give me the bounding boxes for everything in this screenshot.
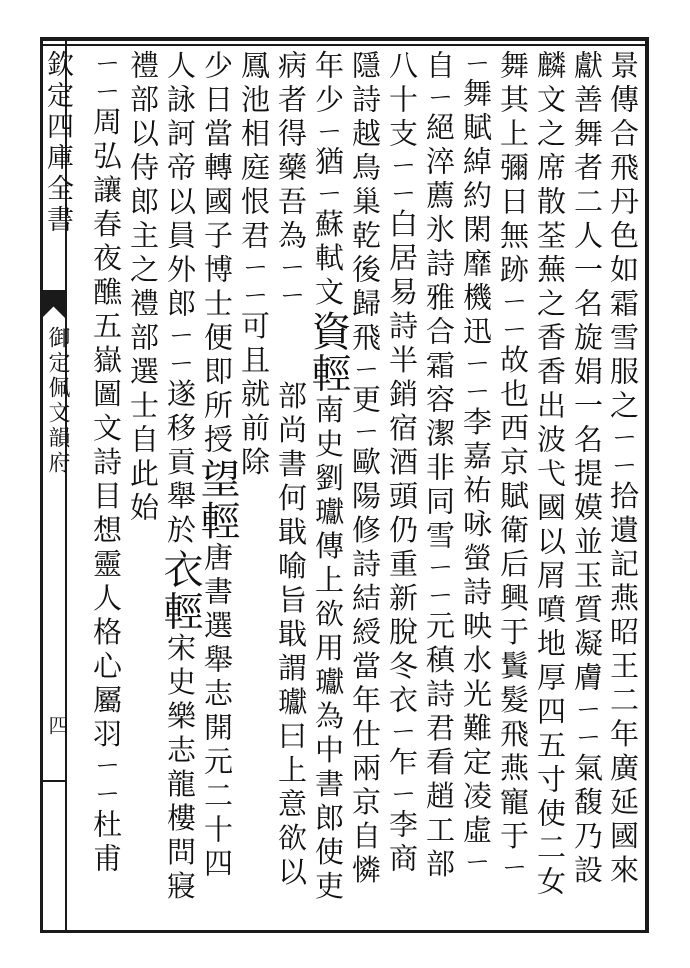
text-column-16	[70, 50, 104, 930]
frame-right-border	[645, 37, 649, 933]
gutter-title: 欽定四庫全書	[42, 50, 73, 236]
gutter-book-title: 御定佩文韻府	[45, 326, 70, 476]
text-column-11: 鳳池相庭恨君ㄧㄧ可且就前除	[237, 50, 271, 481]
text-column-7: 八十支ㄧㄧ白居易詩半銷宿酒頭仍重新脫冬衣ㄧ乍ㄧ李商	[385, 50, 419, 877]
frame-top-border-inner	[40, 44, 648, 46]
gutter-divider	[40, 780, 67, 782]
entry-text-yi-qing: 宋史樂志龍樓問寢	[163, 632, 197, 905]
text-column-5: ㄧ舞賦綽約閑靡機迅ㄧㄧ李嘉祐咏螢詩映水光難定凌虛ㄧ	[459, 50, 493, 877]
entry-head-wang-qing: 望輕	[194, 458, 240, 542]
column-10-lead: 病者得藥吾為ㄧㄧ	[274, 50, 308, 311]
text-column-14	[126, 50, 159, 930]
column-9-lead: 年少ㄧ猶ㄧ蘇軾文	[311, 50, 345, 311]
text-column-1: 景傳合飛丹色如霜雪服之ㄧㄧ拾遺記燕昭王二年廣延國來	[606, 50, 640, 889]
text-column-13	[157, 50, 203, 930]
entry-head-yi-qing: 衣輕	[157, 548, 203, 633]
frame-top-border	[40, 37, 648, 41]
text-column-3: 麟文之席散荃蕪之香香出波弋國以屑噴地厚四五寸使二女	[533, 50, 567, 900]
entry-text-zi-qing: 南史劉瓛傳上欲用瓛為中書郎使吏	[311, 394, 345, 905]
entry-text-zi-qing-2: 部尚書何戢喻旨戢謂瓛曰上意欲以	[274, 380, 308, 891]
frame-bottom-border	[40, 930, 648, 933]
text-column-10	[274, 50, 307, 930]
column-13-lead: 人詠訶帝以員外郎ㄧㄧ遂移貢舉於	[163, 50, 197, 549]
column-12-lead: 少日當轉國子博士便即所授	[200, 50, 234, 458]
text-column-6: 自ㄧ絕淬薦氷詩雅合霜容潔非同雪ㄧㄧ元稹詩君看趙工部	[422, 50, 456, 883]
text-column-9	[305, 50, 351, 930]
text-column-8: 隱詩越鳥巢乾後歸飛ㄧ更ㄧ歐陽修詩結綬當年仕兩京自憐	[348, 50, 382, 889]
entry-head-zi-qing: 資輕	[305, 310, 351, 395]
text-column-4: 舞其上彌日無跡ㄧㄧ故也西京賦衛后興于鬒髮飛燕寵于ㄧ	[496, 50, 530, 883]
page-number: 四	[45, 715, 69, 739]
text-column-15: ㄧㄧ周弘讓春夜醮五嶽圖文詩目想靈人格心屬羽ㄧㄧ杜甫	[89, 50, 123, 877]
text-column-12	[194, 50, 240, 930]
fish-tail-mark	[40, 290, 67, 320]
column-14-lead: 禮部以侍郎主之禮部選士自此始	[126, 50, 160, 526]
text-column-2: 獻善舞者二人一名旋娟一名提嫫並玉質凝膚ㄧㄧ氣馥乃設	[570, 50, 604, 889]
entry-text-wang-qing: 唐書選舉志開元二十四	[200, 542, 234, 882]
